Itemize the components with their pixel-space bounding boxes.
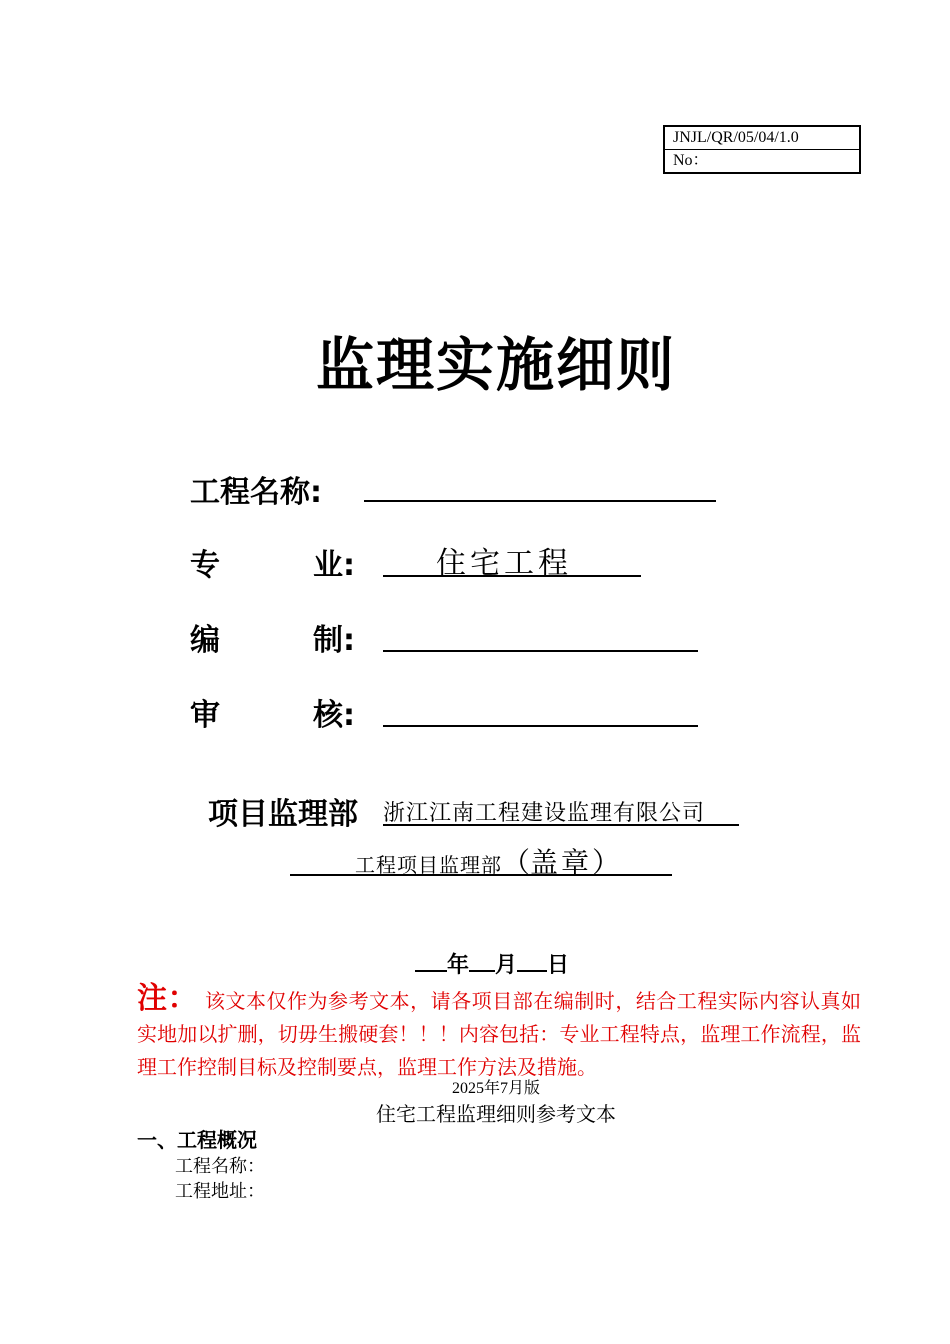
overview-project-address: 工程地址： [175,1181,265,1202]
compiled-label-second: 制: [313,623,355,658]
month-blank [469,950,495,972]
reviewed-label-first: 审 [190,698,220,733]
seal-text: 盖章 [530,846,593,879]
seal-open-paren: （ [502,846,531,879]
day-blank [517,950,547,972]
year-label: 年 [447,953,470,978]
subtitle: 住宅工程监理细则参考文本 [376,1102,616,1126]
overview-project-name: 工程名称： [175,1156,265,1177]
page-title: 监理实施细则 [315,331,676,399]
month-label: 月 [495,953,518,978]
project-name-field [364,460,716,502]
specialty-value: 住宅工程 [436,546,572,581]
project-name-label: 工程名称: [190,475,322,510]
seal-close-paren: ） [592,846,621,879]
reviewed-field [383,685,698,727]
document-code: JNJL/QR/05/04/1.0 [673,129,799,146]
branch-name: 工程项目监理部 [355,853,502,877]
specialty-label-second: 业: [313,548,355,583]
company-name: 浙江江南工程建设监理有限公司 [383,801,706,826]
compiled-label-first: 编 [190,623,220,658]
day-label: 日 [547,953,570,978]
branch-line [355,841,620,881]
edition-label: 2025年7月版 [451,1080,540,1097]
document-code-box [663,125,861,174]
compiled-field [383,610,698,652]
note-body: 该文本仅作为参考文本，请各项目部在编制时，结合工程实际内容认真如实地加以扩删，切毋生搬硬套！！！内容包括：专业工程特点，监理工作流程，监理工作控制目标及控制要点，监理工作方法及措施。 [137,989,862,1079]
year-blank [415,950,447,972]
section-heading-overview: 一、工程概况 [137,1128,257,1152]
note-heading: 注： [137,981,199,1016]
department-label: 项目监理部 [208,797,358,832]
reference-note [137,982,861,1084]
specialty-label-first: 专 [190,548,220,583]
document-number-label: No： [665,149,859,172]
reviewed-label-second: 核: [313,698,355,733]
date-line [415,948,569,979]
